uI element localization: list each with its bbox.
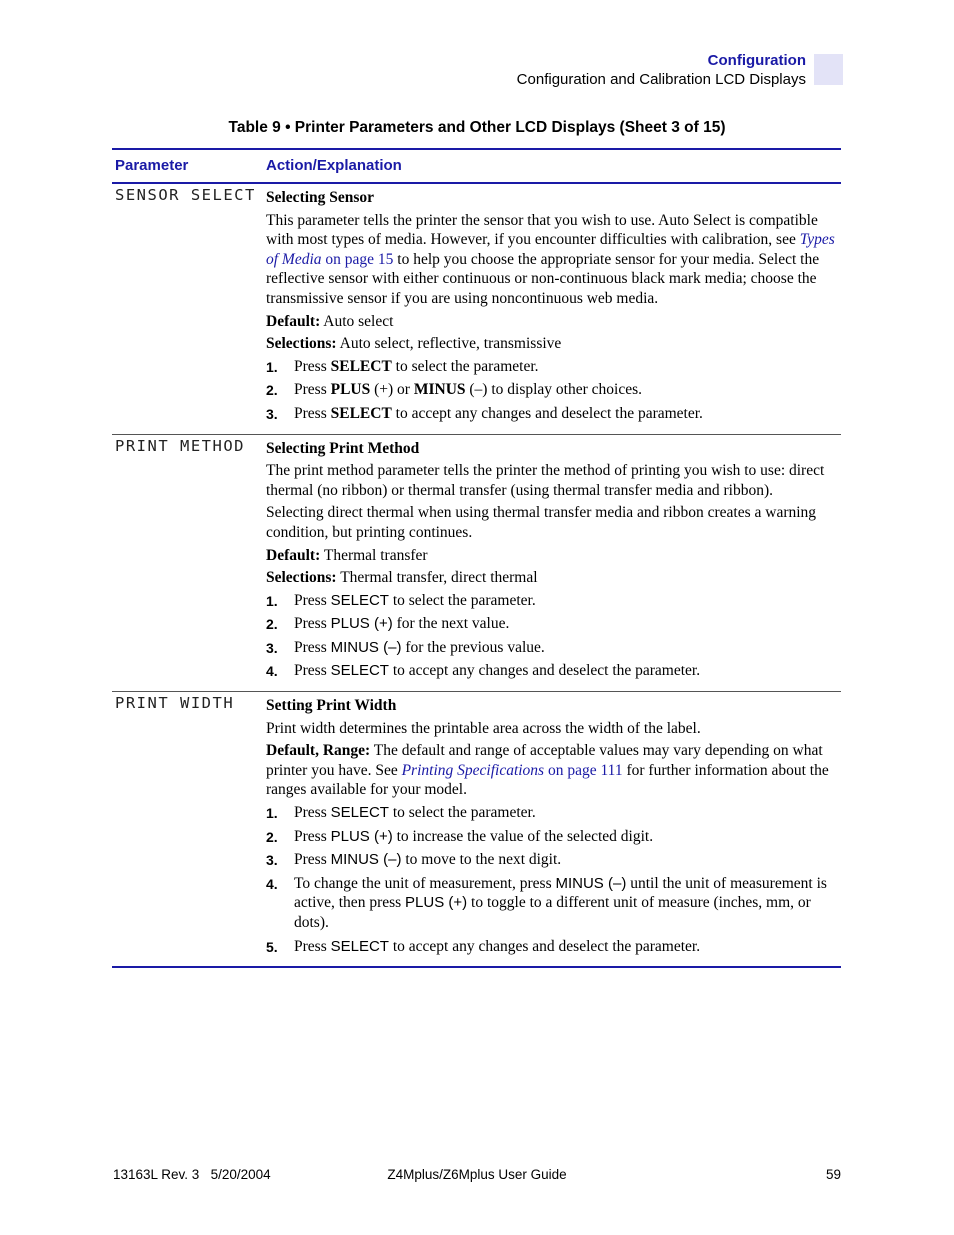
explanation-print-width: [266, 692, 841, 966]
table-row-print-width: [112, 692, 841, 968]
selections-line: Selections: Thermal transfer, direct thermal: [266, 569, 538, 587]
list-item: 5. Press SELECT to accept any changes and deselect the parameter.: [266, 937, 701, 955]
column-header-parameter: Parameter: [115, 157, 189, 174]
list-item: 3. Press MINUS (–) for the previous value.: [266, 638, 545, 656]
table-row-print-method: [112, 435, 841, 693]
list-item: 1. Press SELECT to select the parameter.: [266, 804, 536, 822]
steps-list: [266, 803, 841, 956]
parameters-table: [112, 148, 841, 968]
param-print-method: PRINT METHOD: [115, 436, 245, 455]
steps-list: [266, 357, 841, 424]
footer-guide-title: Z4Mplus/Z6Mplus User Guide: [387, 1167, 567, 1182]
default-line: Default: Thermal transfer: [266, 546, 428, 564]
list-item: 3. Press SELECT to accept any changes and deselect the parameter.: [266, 404, 703, 422]
list-item: 4. Press SELECT to accept any changes and deselect the parameter.: [266, 662, 701, 680]
description: Print width determines the printable area across the width of the label.: [266, 719, 701, 737]
footer-doc-id: 13163L Rev. 3 5/20/2004: [113, 1167, 271, 1182]
table-row-sensor-select: [112, 184, 841, 435]
row-heading: Selecting Print Method: [266, 439, 420, 457]
row-heading: Selecting Sensor: [266, 189, 375, 206]
range-line: Default, Range: The default and range of acceptable values may vary depending on what printer you have. See Printing Specifications on page 111 for further information about the ranges available for your model.: [266, 742, 829, 799]
list-item: 2. Press PLUS (+) or MINUS (–) to display other choices.: [266, 381, 642, 399]
table-header: [112, 148, 841, 184]
explanation-sensor-select: [266, 184, 841, 434]
list-item: 2. Press PLUS (+) for the next value.: [266, 615, 510, 633]
header-subsection-title: Configuration and Calibration LCD Displays: [516, 71, 806, 88]
header-tab-marker: [814, 54, 843, 85]
table-title: Table 9 • Printer Parameters and Other LCD Displays (Sheet 3 of 15): [228, 119, 726, 136]
column-header-action: Action/Explanation: [266, 157, 402, 174]
description: The print method parameter tells the printer the method of printing you wish to use: direct thermal (no ribbon) or thermal transfer (using thermal transfer media and ribbon).: [266, 462, 825, 499]
param-sensor-select: SENSOR SELECT: [115, 186, 256, 204]
types-of-media-link[interactable]: Types of Media on page 15: [266, 231, 835, 268]
description: Selecting direct thermal when using thermal transfer media and ribbon creates a warning condition, but printing continues.: [266, 504, 817, 541]
param-print-width: PRINT WIDTH: [115, 694, 235, 713]
printing-specifications-link[interactable]: Printing Specifications on page 111: [401, 761, 623, 779]
explanation-print-method: [266, 435, 841, 692]
row-heading: Setting Print Width: [266, 697, 397, 715]
default-line: Default: Auto select: [266, 312, 394, 330]
list-item: 4. To change the unit of measurement, press MINUS (–) until the unit of measurement is active, then press PLUS (+) to toggle to a different unit of measure (inches, mm, or dots).: [266, 874, 827, 931]
footer-page-number: 59: [825, 1167, 841, 1182]
header-section-title: Configuration: [707, 52, 806, 69]
description: This parameter tells the printer the sensor that you wish to use. Auto Select is compatible with most types of media. However, if you encounter difficulties with calibration, see Types of Media on page 15 to help you choose the appropriate sensor for your media. Select the reflective sensor with either continuous or non-continuous black mark media; choose the transmissive sensor if you are using noncontinuous web media.: [266, 211, 835, 307]
steps-list: [266, 591, 841, 681]
list-item: 1. Press SELECT to select the parameter.: [266, 591, 536, 609]
list-item: 2. Press PLUS (+) to increase the value of the selected digit.: [266, 827, 654, 845]
list-item: 1. Press SELECT to select the parameter.: [266, 357, 539, 375]
selections-line: Selections: Auto select, reflective, transmissive: [266, 335, 562, 353]
list-item: 3. Press MINUS (–) to move to the next digit.: [266, 851, 562, 869]
